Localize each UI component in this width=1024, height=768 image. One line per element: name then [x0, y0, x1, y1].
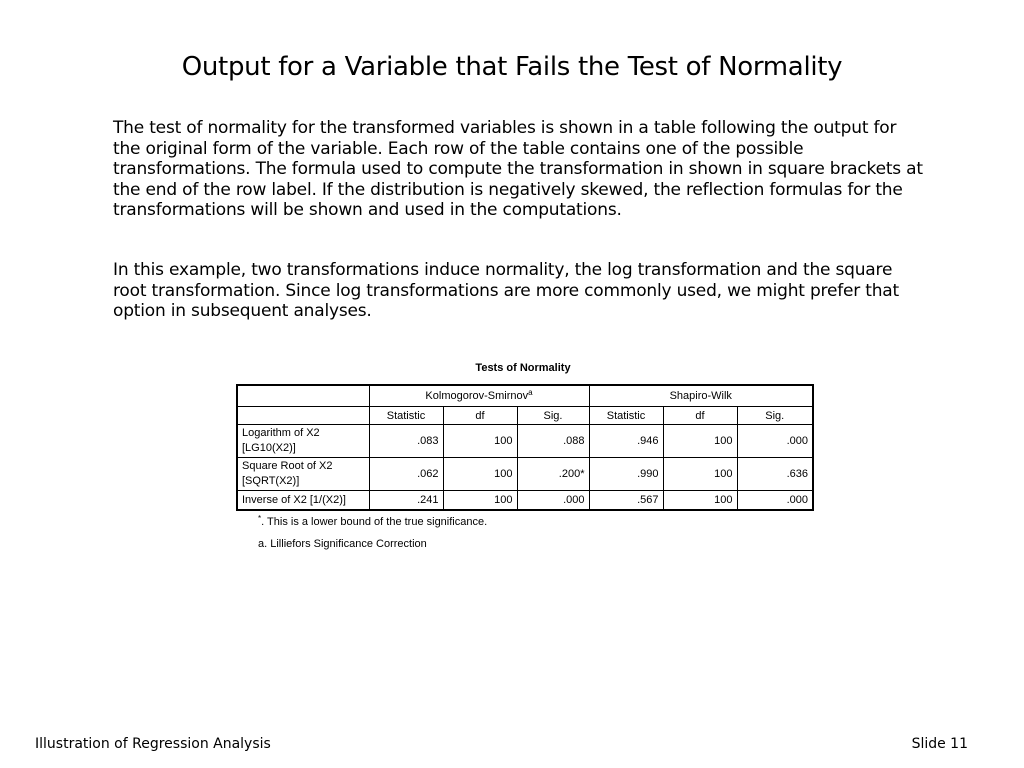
table-cell: .567	[589, 491, 663, 511]
column-header: Sig.	[737, 407, 813, 425]
body-paragraph-2: In this example, two transformations induce normality, the log transformation and the square root transformation. Since log transformations are more commonly used, we might prefer that option in subsequent analyses.	[113, 260, 899, 321]
row-label: Inverse of X2 [1/(X2)]	[237, 491, 369, 511]
footer-presentation-title: Illustration of Regression Analysis	[35, 736, 271, 752]
table-cell: .636	[737, 458, 813, 491]
column-header: Statistic	[589, 407, 663, 425]
footnote-marker: a.	[258, 538, 268, 550]
table-cell: .946	[589, 425, 663, 458]
header-group1-label: Kolmogorov-Smirnov	[425, 390, 529, 402]
row-label-line1: Logarithm of X2	[242, 427, 320, 439]
footnote-marker: *	[258, 514, 262, 523]
body-paragraph-1: The test of normality for the transformed variables is shown in a table following the output for the original form of the variable. Each row of the table contains one of the possible transformations. The formula used to compute the transformation in shown in square brackets at the end of the row label. If the distribution is negatively skewed, the reflection formulas for the transformations will be shown and used in the computations.	[113, 118, 923, 220]
column-header: Sig.	[517, 407, 589, 425]
table-title: Tests of Normality	[475, 362, 571, 374]
table-cell: .062	[369, 458, 443, 491]
table-row	[237, 491, 813, 511]
table-cell: .200*	[517, 458, 589, 491]
table-footnote-lower-bound	[258, 516, 487, 528]
table-cell: 100	[443, 491, 517, 511]
footnote-text: . This is a lower bound of the true significance.	[261, 516, 488, 528]
row-label	[237, 425, 369, 458]
row-label-line2: [LG10(X2)]	[242, 442, 296, 454]
row-label	[237, 458, 369, 491]
table-corner-cell	[237, 385, 369, 407]
table-row	[237, 425, 813, 458]
table-cell: .241	[369, 491, 443, 511]
row-label-line1: Square Root of X2	[242, 460, 333, 472]
header-group1-superscript: a	[528, 388, 533, 397]
column-header: Statistic	[369, 407, 443, 425]
table-cell: 100	[443, 458, 517, 491]
table-header-row-columns	[237, 407, 813, 425]
footnote-text: Lilliefors Significance Correction	[267, 538, 427, 550]
table-row	[237, 458, 813, 491]
table-cell: 100	[663, 491, 737, 511]
column-header: df	[663, 407, 737, 425]
table-cell: .000	[517, 491, 589, 511]
table-footnote-lilliefors	[258, 538, 427, 550]
table-cell: .083	[369, 425, 443, 458]
table-cell: .000	[737, 491, 813, 511]
table-cell: .990	[589, 458, 663, 491]
table-cell: 100	[663, 458, 737, 491]
table-cell: .088	[517, 425, 589, 458]
table-corner-cell-lower	[237, 407, 369, 425]
column-header: df	[443, 407, 517, 425]
table-cell: .000	[737, 425, 813, 458]
table-cell: 100	[443, 425, 517, 458]
row-label-line2: [SQRT(X2)]	[242, 475, 300, 487]
tests-of-normality-table	[236, 384, 814, 511]
footer-slide-number: Slide 11	[911, 736, 968, 752]
header-kolmogorov-smirnov	[369, 385, 589, 407]
header-shapiro-wilk: Shapiro-Wilk	[589, 385, 813, 407]
table-header-row-groups	[237, 385, 813, 407]
table-cell: 100	[663, 425, 737, 458]
slide-title: Output for a Variable that Fails the Test of Normality	[181, 52, 843, 82]
